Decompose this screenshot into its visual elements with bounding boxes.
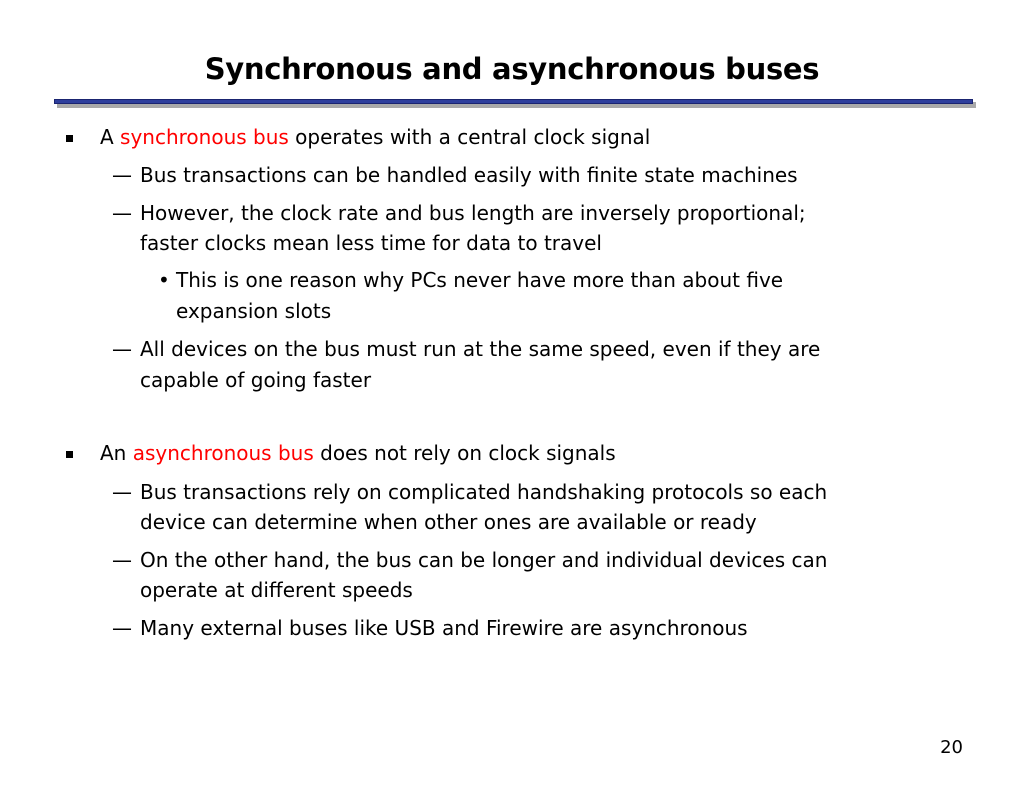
highlight-term: synchronous bus [120,125,289,149]
highlight-term: asynchronous bus [132,441,314,465]
slide-title: Synchronous and asynchronous buses [204,52,820,86]
dash-bullet-icon: — [112,163,132,187]
sub-bullet: However, the clock rate and bus length are inversely proportional; [140,201,806,225]
page-number: 20 [940,737,963,758]
dash-bullet-icon: — [112,548,132,572]
bullet-prefix: A [100,125,121,149]
sub-bullet-continuation: capable of going faster [140,368,372,392]
sub-bullet: Bus transactions can be handled easily with finite state machines [140,163,798,187]
title-underline [54,99,976,109]
sub-bullet: Many external buses like USB and Firewire are asynchronous [140,616,748,640]
sub-sub-bullet: This is one reason why PCs never have more than about five [176,268,784,292]
dash-bullet-icon: — [112,616,132,640]
sub-bullet: All devices on the bus must run at the same speed, even if they are [140,337,821,361]
bullet-prefix: An [100,441,133,465]
dash-bullet-icon: — [112,337,132,361]
sub-bullet-continuation: device can determine when other ones are available or ready [140,510,757,534]
title-underline-bar [54,99,973,104]
square-bullet-icon [66,123,73,151]
sub-sub-bullet-continuation: expansion slots [176,299,332,323]
dot-bullet-icon: • [158,268,170,292]
sub-bullet-continuation: faster clocks mean less time for data to travel [140,231,602,255]
sub-bullet: Bus transactions rely on complicated handshaking protocols so each [140,480,828,504]
dash-bullet-icon: — [112,480,132,504]
dash-bullet-icon: — [112,201,132,225]
bullet-asynchronous [100,439,616,467]
sub-bullet-continuation: operate at different speeds [140,578,413,602]
bullet-synchronous [100,123,650,151]
bullet-suffix: operates with a central clock signal [288,125,651,149]
sub-bullet: On the other hand, the bus can be longer and individual devices can [140,548,828,572]
square-bullet-icon [66,439,73,467]
bullet-suffix: does not rely on clock signals [313,441,616,465]
